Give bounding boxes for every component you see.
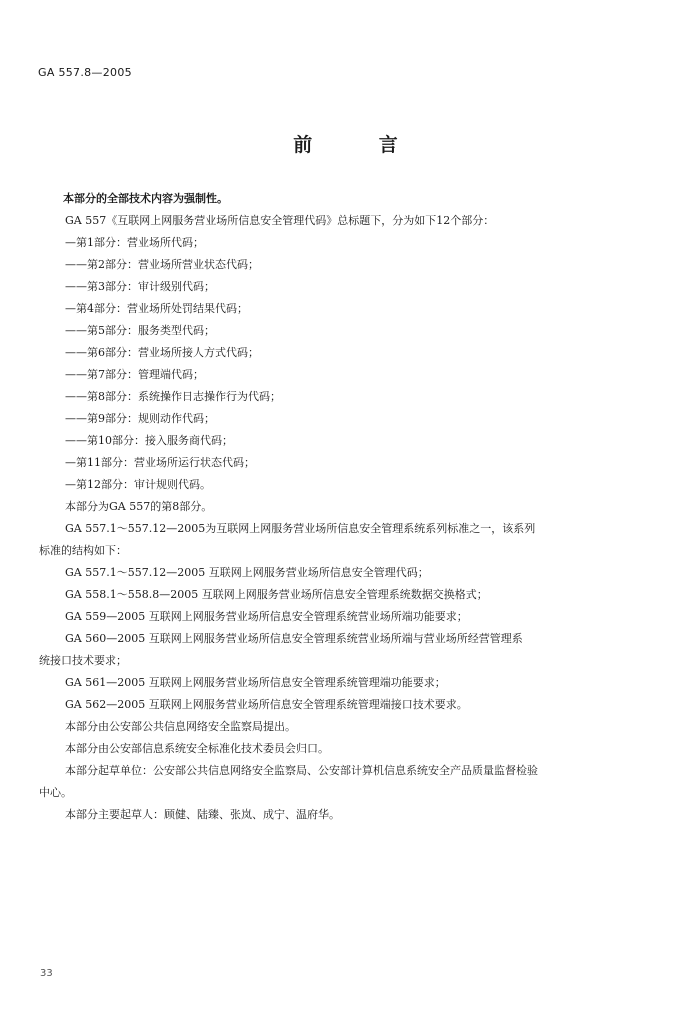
list-item: —第4部分：营业场所处罚结果代码； [65, 302, 248, 315]
list-item: —第12部分：审计规则代码。 [65, 478, 211, 491]
paragraph-line: 本部分起草单位：公安部公共信息网络安全监察局、公安部计算机信息系统安全产品质量监督检验 [65, 764, 538, 777]
paragraph-line: GA 557.1～557.12—2005为互联网上网服务营业场所信息安全管理系统系列标准之一，该系列 [65, 522, 536, 535]
paragraph-line: 统接口技术要求； [39, 654, 127, 667]
list-item: ——第2部分：营业场所营业状态代码； [65, 258, 259, 271]
paragraph-line: 本部分由公安部信息系统安全标准化技术委员会归口。 [65, 742, 329, 755]
list-item: ——第8部分：系统操作日志操作行为代码； [65, 390, 281, 403]
list-item: ——第10部分：接入服务商代码； [65, 434, 233, 447]
paragraph-line: GA 557《互联网上网服务营业场所信息安全管理代码》总标题下，分为如下12个部分： [65, 214, 495, 227]
paragraph-line: GA 562—2005 互联网上网服务营业场所信息安全管理系统管理端接口技术要求。 [65, 698, 468, 711]
foreword-body [39, 188, 643, 826]
paragraph-line: 本部分的全部技术内容为强制性。 [63, 192, 228, 205]
list-item: ——第5部分：服务类型代码； [65, 324, 215, 337]
paragraph-line: 标准的结构如下： [39, 544, 127, 557]
list-item: —第1部分：营业场所代码； [65, 236, 204, 249]
list-item: ——第7部分：管理端代码； [65, 368, 204, 381]
page-title: 前 言 [293, 134, 428, 156]
paragraph-line: 本部分由公安部公共信息网络安全监察局提出。 [65, 720, 296, 733]
paragraph-line: GA 560—2005 互联网上网服务营业场所信息安全管理系统营业场所端与营业场所经营管理系 [65, 632, 523, 645]
list-item: ——第6部分：营业场所接人方式代码； [65, 346, 259, 359]
list-item: ——第9部分：规则动作代码； [65, 412, 215, 425]
paragraph-line: GA 559—2005 互联网上网服务营业场所信息安全管理系统营业场所端功能要求； [65, 610, 468, 623]
paragraph-line: 本部分主要起草人：顾健、陆臻、张岚、成宁、温府华。 [65, 808, 340, 821]
paragraph-line: 中心。 [39, 786, 72, 799]
paragraph-line: GA 561—2005 互联网上网服务营业场所信息安全管理系统管理端功能要求； [65, 676, 446, 689]
paragraph-line: 本部分为GA 557的第8部分。 [65, 500, 213, 513]
page-number: 33 [40, 968, 53, 979]
paragraph-line: GA 558.1～558.8—2005 互联网上网服务营业场所信息安全管理系统数据交换格式； [65, 588, 488, 601]
list-item: —第11部分：营业场所运行状态代码； [65, 456, 255, 469]
standard-code-header: GA 557.8—2005 [38, 66, 132, 79]
paragraph-line: GA 557.1～557.12—2005 互联网上网服务营业场所信息安全管理代码； [65, 566, 429, 579]
list-item: ——第3部分：审计级别代码； [65, 280, 215, 293]
